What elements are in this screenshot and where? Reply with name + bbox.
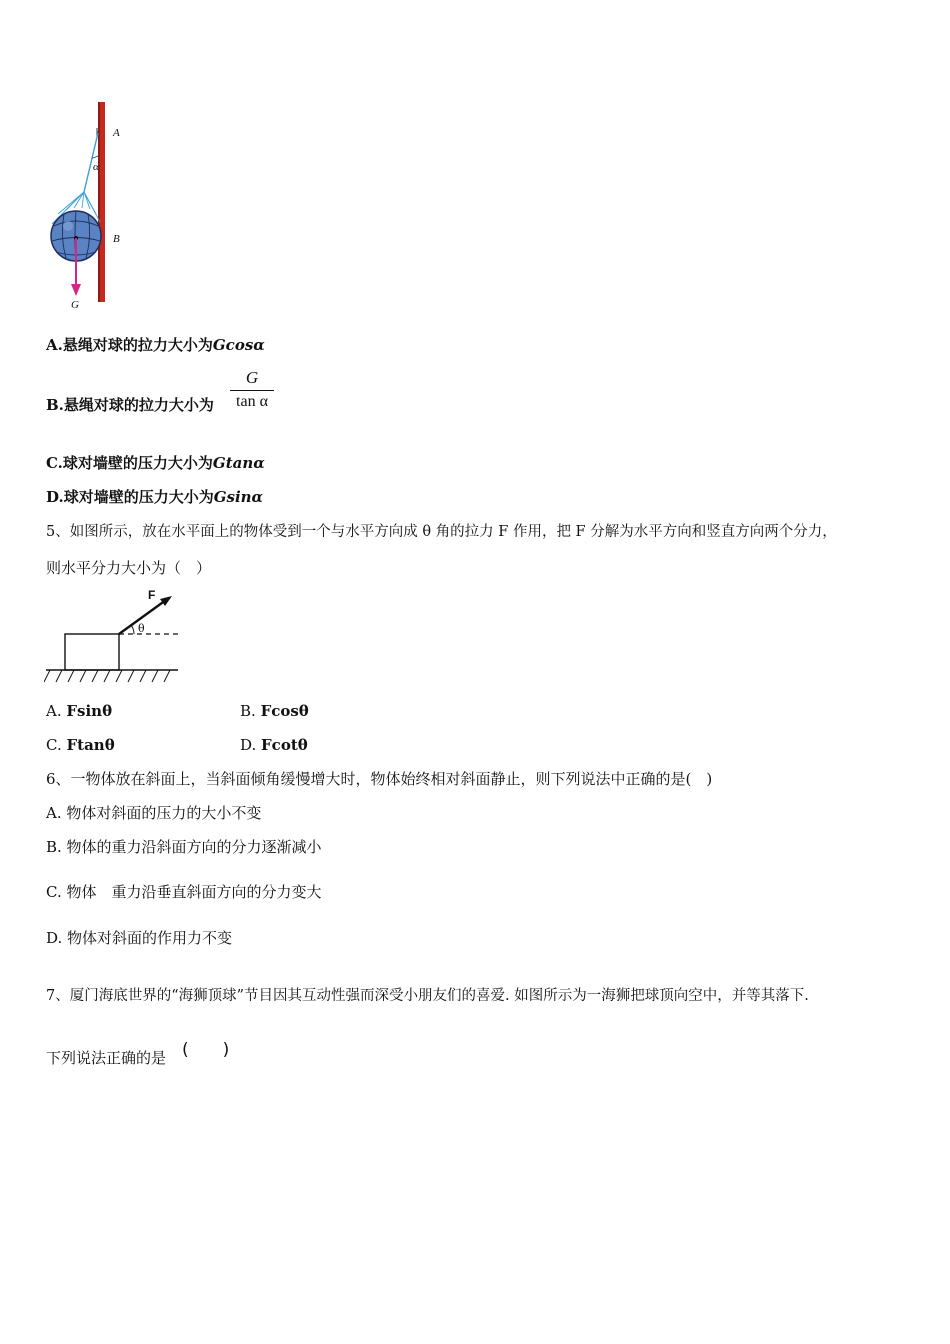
q6-option-b: B. 物体的重力沿斜面方向的分力逐渐减小 (46, 838, 322, 856)
q7-stem-line2: 下列说法正确的是 (46, 1049, 167, 1067)
q7-stem-line1: 7、厦门海底世界的“海狮顶球”节目因其互动性强而深受小朋友们的喜爱. 如图所示为一海狮把球顶向空中，并等其落下. (46, 988, 809, 1004)
label-g: G (71, 299, 79, 311)
q5-option-c-prefix: C. (46, 736, 67, 754)
q5-option-b-math: Fcosθ (260, 702, 309, 720)
fraction-denominator: tan α (236, 393, 268, 410)
label-b: B (113, 233, 120, 245)
q6-option-a: A. 物体对斜面的压力的大小不变 (46, 804, 262, 822)
q5-option-d-math: Fcotθ (261, 736, 308, 754)
q5-stem-line2: 则水平分力大小为（ ） (46, 559, 212, 577)
q4-option-d-math: Gsinα (213, 488, 264, 506)
q4-option-a-text: A.悬绳对球的拉力大小为 (46, 336, 213, 354)
block-force-figure (44, 586, 180, 690)
q4-option-b-fraction (230, 368, 274, 411)
q4-option-d (46, 487, 263, 507)
q4-option-d-text: D.球对墙壁的压力大小为 (46, 488, 214, 506)
q4-option-b-text: B.悬绳对球的拉力大小为 (46, 396, 214, 414)
q5-option-c-math: Ftanθ (66, 736, 115, 754)
q5-option-c (46, 735, 115, 755)
q5-option-d (240, 735, 308, 755)
q5-stem-line1: 5、如图所示，放在水平面上的物体受到一个与水平方向成 θ 角的拉力 F 作用，把 F 分解为水平方向和竖直方向两个分力， (46, 524, 837, 540)
q5-option-d-prefix: D. (240, 736, 262, 754)
q5-option-b (240, 701, 309, 721)
label-theta: θ (138, 622, 145, 635)
q4-option-c-math: Gtanα (212, 454, 265, 472)
label-a: A (113, 127, 120, 139)
q5-option-a-math: Fsinθ (66, 702, 113, 720)
q4-option-b (46, 395, 214, 415)
block (65, 634, 119, 670)
q6-option-d: D. 物体对斜面的作用力不变 (46, 929, 233, 947)
label-f: F (148, 588, 156, 602)
q6-option-c: C. 物体 重力沿垂直斜面方向的分力变大 (46, 883, 322, 901)
q5-option-a-prefix: A. (46, 702, 67, 720)
label-alpha: α (93, 161, 99, 173)
q7-answer-paren: ( ) (182, 1040, 230, 1060)
q4-option-a-math: Gcosα (212, 336, 265, 354)
hanging-ball-figure (40, 96, 140, 316)
q5-option-b-prefix: B. (240, 702, 261, 720)
q4-option-c (46, 453, 265, 473)
q4-option-c-text: C.球对墙壁的压力大小为 (46, 454, 213, 472)
fraction-numerator: G (245, 368, 259, 387)
wall (100, 102, 105, 302)
q5-option-a (46, 701, 112, 721)
q4-option-a (46, 335, 265, 355)
q6-stem: 6、一物体放在斜面上，当斜面倾角缓慢增大时，物体始终相对斜面静止，则下列说法中正确的是( ) (46, 770, 713, 788)
